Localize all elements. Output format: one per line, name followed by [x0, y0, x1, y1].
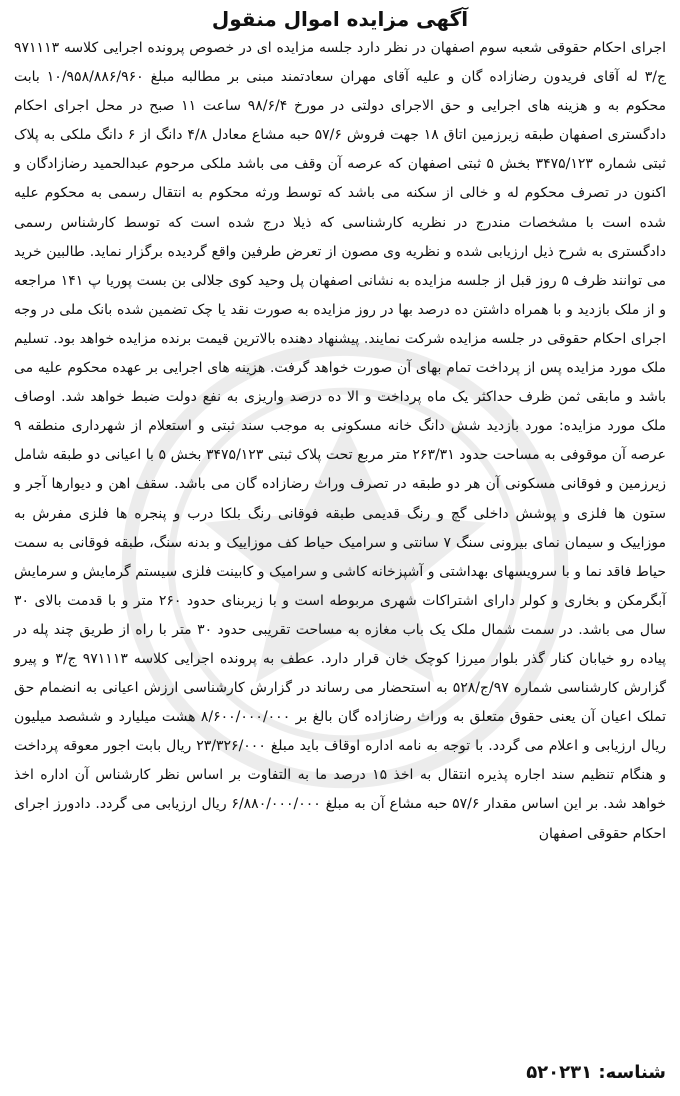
notice-identifier: شناسه: ۵۲۰۲۳۱ — [526, 1062, 666, 1083]
notice-title: آگهی مزایده اموال منقول — [211, 7, 469, 31]
notice-body: اجرای احکام حقوقی شعبه سوم اصفهان در نظر دارد جلسه مزایده ای در خصوص پرونده اجرایی کلاسه ۹۷۱۱۱۳ ج/۳ له آقای فریدون رضازاده گان و علیه آقای مهران سعادتمند مبنی بر مطالبه مبلغ ۱۰/۹۵۸/۸۸۶/۹۶۰ بابت محکوم به و هزینه های اجرایی و حق الاجرای دولتی در مورخ ۹۸/۶/۴ ساعت ۱۱ صبح در محل اجرای احکام دادگستری اصفهان طبقه زیرزمین اتاق ۱۸ جهت فروش ۵۷/۶ حبه مشاع معادل ۴/۸ دانگ از ۶ دانگ ملکی به پلاک ثبتی شماره ۳۴۷۵/۱۲۳ بخش ۵ ثبتی اصفهان که عرصه آن وقف می باشد ملکی مرحوم عبدالحمید رضازادگان و اکنون در تصرف محکوم له و خالی از سکنه می باشد که توسط ورثه محکوم به انتقال رسمی به محکوم علیه شده است با مشخصات مندرج در نظریه کارشناسی که ذیلا درج شده است که توسط کارشناس رسمی دادگستری به شرح ذیل ارزیابی شده و نظریه وی مصون از تعرض طرفین واقع گردیده برگزار نماید. طالبین خرید می توانند ظرف ۵ روز قبل از جلسه مزایده به نشانی اصفهان پل وحید کوی جلالی بن بست پوریا پ ۱۴۱ مراجعه و از ملک بازدید و با همراه داشتن ده درصد بها در روز مزایده به صورت نقد یا چک تضمین شده بانک ملی در وجه اجرای احکام حقوقی در جلسه مزایده شرکت نمایند. پیشنهاد دهنده بالاترین قیمت برنده مزایده خواهد بود. تسلیم ملک مورد مزایده پس از پرداخت تمام بهای آن صورت خواهد گرفت. هزینه های اجرایی بر عهده محکوم علیه می باشد و مابقی ثمن ظرف حداکثر یک ماه پرداخت و الا ده درصد واریزی به نفع دولت ضبط خواهد شد. اوصاف ملک مورد مزایده: مورد بازدید شش دانگ خانه مسکونی به موجب سند ثبتی و استعلام از شهرداری منطقه ۹ عرصه آن موقوفی به مساحت حدود ۲۶۳/۳۱ متر مربع تحت پلاک ثبتی ۳۴۷۵/۱۲۳ بخش ۵ با اعیانی دو طبقه شامل زیرزمین و فوقانی مسکونی آن هر دو طبقه در تصرف وراث رضازاده گان می باشد. سقف اهن و دیوارها آجر و ستون ها فلزی و پوشش داخلی گچ و رنگ قدیمی طبقه فوقانی رنگ بلکا درب و پنجره ها فلزی مفرش به موزاییک و سیمان نمای بیرونی سنگ ۷ سانتی و سرامیک حیاط کف موزاییک و بدنه سنگ، طبقه فوقانی به سمت حیاط فاقد نما و با سرویسهای بهداشتی و آشپزخانه کاشی و سرامیک و کابینت فلزی سیستم گرمایش و سرمایش آبگرمکن و بخاری و کولر دارای اشتراکات شهری مربوطه است و با زیربنای حدود ۲۶۰ متر و با قدمت بالای ۳۰ سال می باشد. در سمت شمال ملک یک باب مغازه به مساحت تقریبی حدود ۳۰ متر با راه از طریق چند پله در پیاده رو خیابان کنار گذر بلوار میرزا کوچک خان قرار دارد. عطف به پرونده اجرایی کلاسه ۹۷۱۱۱۳ ج/۳ و پیرو گزارش کارشناسی شماره ۹۷/ج/۵۲۸ به استحضار می رساند در گزارش کارشناسی ارزش اعیانی به انضمام حق تملک اعیان آن یعنی حقوق متعلق به وراث رضازاده گان بالغ بر ۸/۶۰۰/۰۰۰/۰۰۰ هشت میلیارد و ششصد میلیون ریال ارزیابی و اعلام می گردد. با توجه به نامه اداره اوقاف باید مبلغ ۲۳/۳۲۶/۰۰۰ ریال بابت اجور معوقه پرداخت و هنگام تنظیم سند اجاره پذیره انتقال به اخذ ۱۵ درصد ما به التفاوت بر اساس نظر کارشناس آن اداره اخذ خواهد شد. بر این اساس مقدار ۵۷/۶ حبه مشاع آن به مبلغ ۶/۸۸۰/۰۰۰/۰۰۰ ریال ارزیابی می گردد. دادورز اجرای احکام حقوقی اصفهان — [14, 40, 667, 842]
